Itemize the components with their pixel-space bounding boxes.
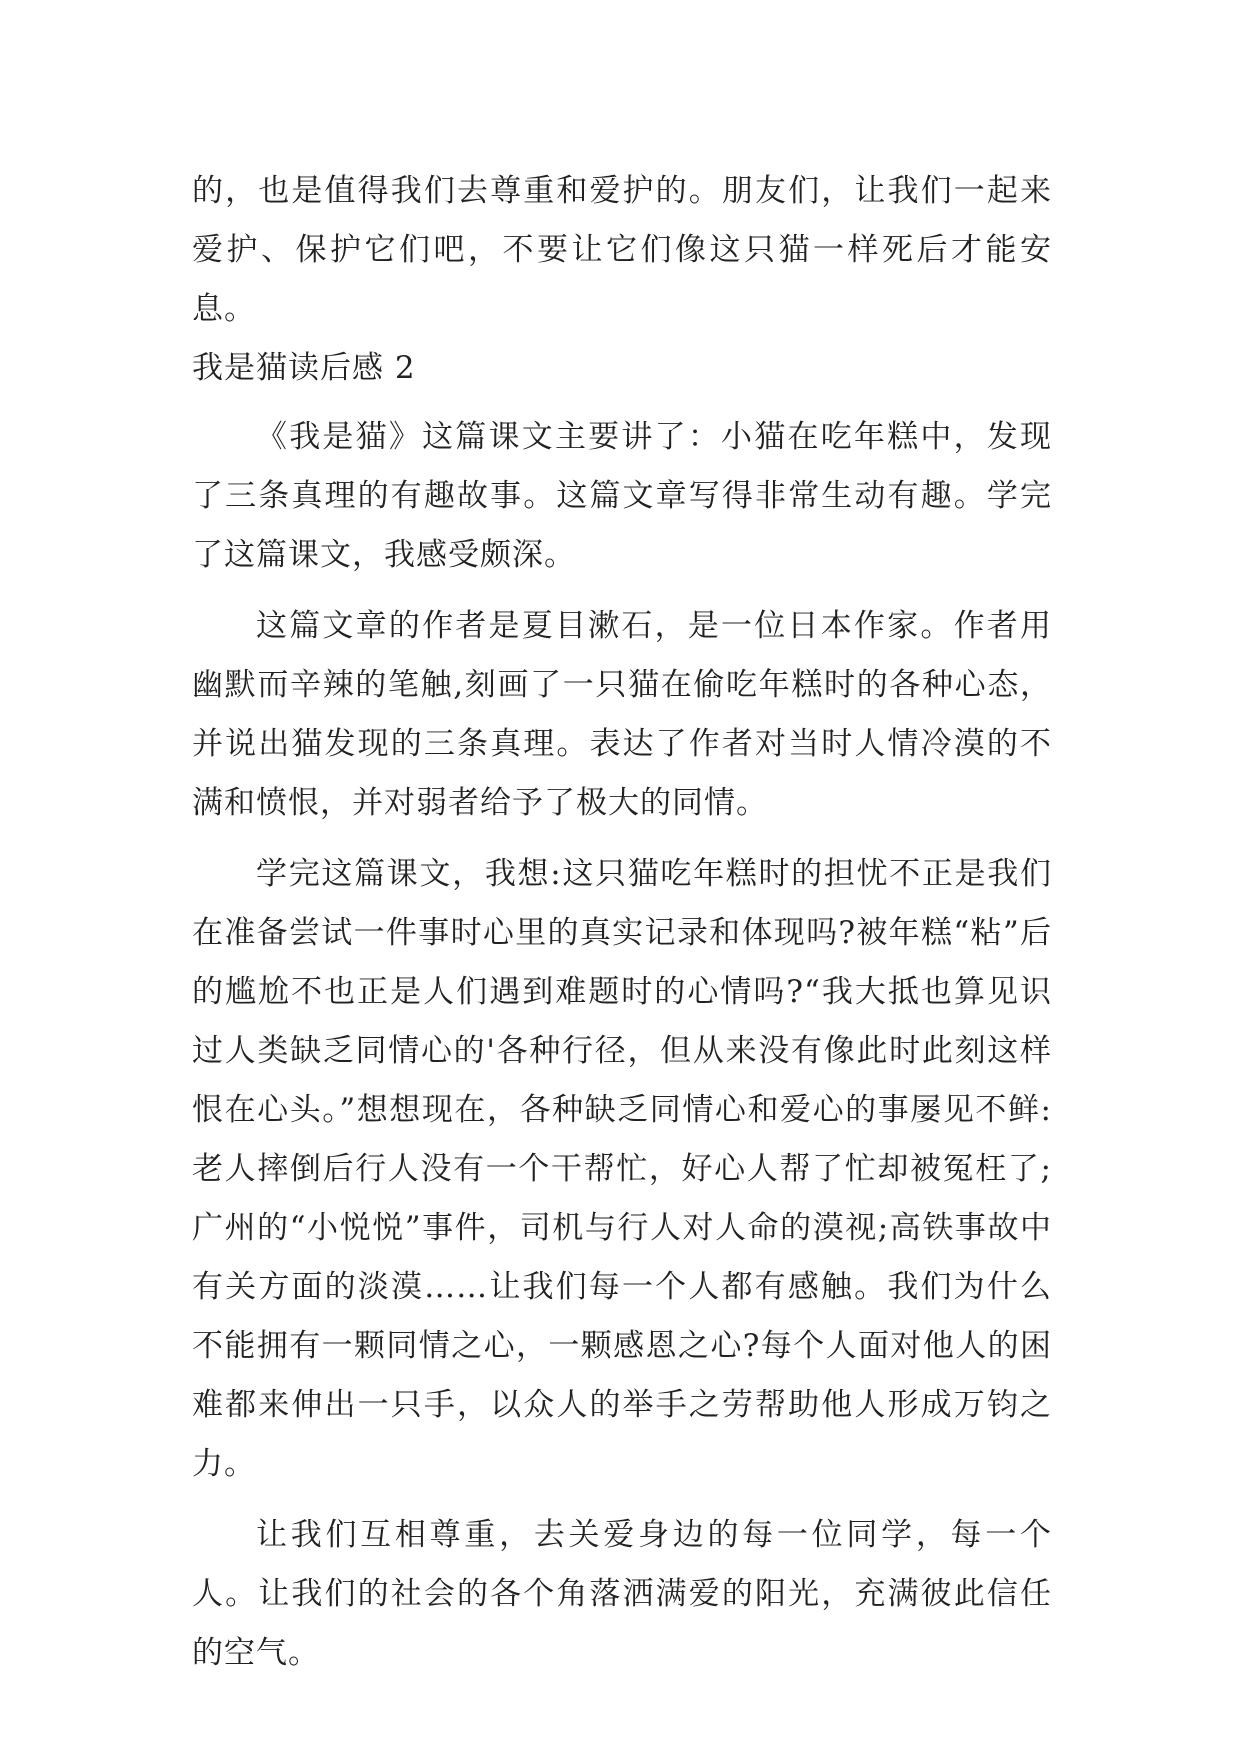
section-heading: 我是猫读后感 2 [192, 350, 416, 386]
paragraph-2: 这篇文章的作者是夏目漱石，是一位日本作家。作者用幽默而辛辣的笔触,刻画了一只猫在偷吃年糕时的各种心态，并说出猫发现的三条真理。表达了作者对当时人情冷漠的不满和愤恨，并对弱者给予了极大的同情。 [192, 608, 1052, 821]
paragraph-4: 让我们互相尊重，去关爱身边的每一位同学，每一个人。让我们的社会的各个角落洒满爱的阳光，充满彼此信任的空气。 [192, 1517, 1052, 1671]
document-body [192, 162, 1052, 1695]
paragraph-3: 学完这篇课文，我想:这只猫吃年糕时的担忧不正是我们在准备尝试一件事时心里的真实记录和体现吗?被年糕“粘”后的尴尬不也正是人们遇到难题时的心情吗?“我大抵也算见识过人类缺乏同情心的'各种行径，但从来没有像此时此刻这样恨在心头。”想想现在，各种缺乏同情心和爱心的事屡见不鲜:老人摔倒后行人没有一个干帮忙，好心人帮了忙却被冤枉了;广州的“小悦悦”事件，司机与行人对人命的漠视;高铁事故中有关方面的淡漠……让我们每一个人都有感触。我们为什么不能拥有一颗同情之心，一颗感恩之心?每个人面对他人的困难都来伸出一只手，以众人的举手之劳帮助他人形成万钧之力。 [192, 856, 1052, 1482]
continuation-paragraph: 的，也是值得我们去尊重和爱护的。朋友们，让我们一起来爱护、保护它们吧，不要让它们像这只猫一样死后才能安息。 [192, 173, 1052, 327]
paragraph-1: 《我是猫》这篇课文主要讲了：小猫在吃年糕中，发现了三条真理的有趣故事。这篇文章写得非常生动有趣。学完了这篇课文，我感受颇深。 [192, 419, 1052, 573]
